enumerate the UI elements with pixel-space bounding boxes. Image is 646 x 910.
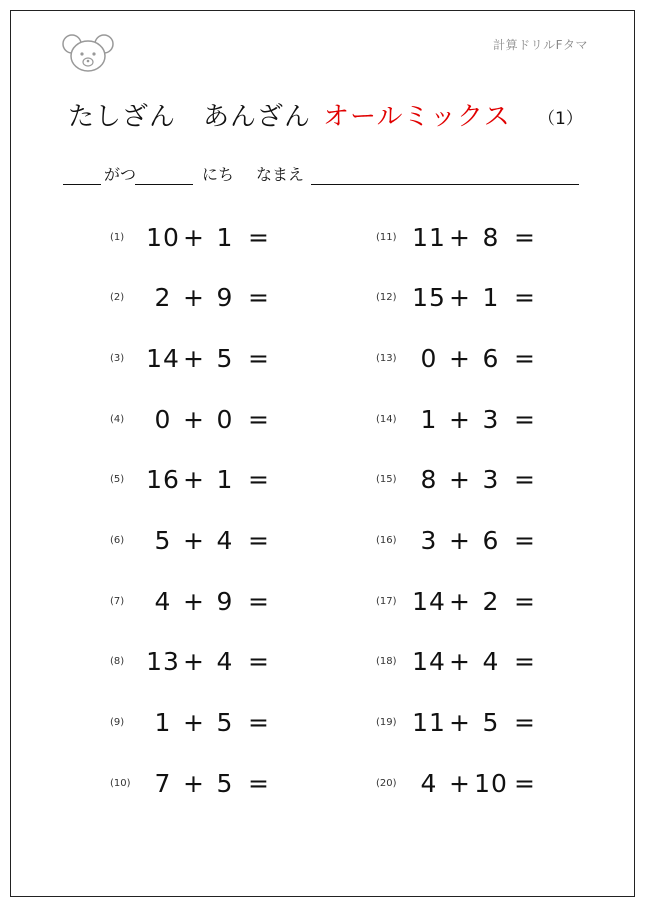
problem-number: (6): [110, 535, 125, 546]
first-operand: 1: [420, 404, 438, 434]
second-operand: 4: [216, 526, 234, 555]
second-operand: 3: [482, 404, 500, 434]
problem-item: [376, 524, 540, 558]
second-operand: 5: [216, 768, 234, 798]
problem-item: [376, 706, 540, 740]
second-operand: 5: [216, 343, 234, 373]
first-operand: 2: [154, 283, 172, 313]
title-accent: オールミックス: [323, 102, 511, 132]
problem-number: (17): [376, 595, 397, 607]
problem-item: [376, 463, 540, 497]
plus-sign: +: [449, 586, 471, 616]
second-operand: 2: [482, 586, 500, 616]
bear-logo-icon: [62, 32, 114, 74]
equals-sign: =: [514, 647, 536, 677]
page-border: [10, 10, 635, 897]
problem-expression: [410, 283, 540, 312]
problem-expression: [144, 344, 274, 373]
problem-item: [376, 645, 540, 679]
problem-number: (14): [376, 413, 397, 425]
equals-sign: =: [514, 586, 536, 616]
equals-sign: =: [514, 708, 536, 738]
first-operand: 1: [154, 708, 172, 738]
problem-expression: [144, 465, 274, 494]
problem-expression: [410, 223, 540, 252]
second-operand: 1: [216, 222, 234, 252]
problem-expression: [410, 587, 540, 616]
equals-sign: =: [514, 526, 536, 555]
problem-expression: [410, 708, 540, 737]
problem-item: [110, 463, 274, 497]
first-operand: 5: [154, 526, 172, 555]
plus-sign: +: [183, 586, 205, 616]
problem-number: (2): [110, 292, 125, 304]
problem-number: (12): [376, 292, 397, 304]
equals-sign: =: [514, 283, 536, 313]
problem-number: (7): [110, 595, 125, 607]
equals-sign: =: [514, 222, 536, 252]
plus-sign: +: [449, 465, 471, 495]
plus-sign: +: [183, 283, 205, 313]
first-operand: 0: [420, 343, 438, 373]
equals-sign: =: [248, 465, 270, 495]
first-operand: 7: [154, 768, 172, 798]
second-operand: 6: [482, 343, 500, 373]
problem-expression: [144, 283, 274, 312]
second-operand: 1: [482, 283, 500, 313]
problem-item: [376, 220, 540, 254]
equals-sign: =: [248, 768, 270, 798]
brand-label: 計算ドリルFタマ: [493, 38, 588, 52]
equals-sign: =: [248, 283, 270, 313]
problem-number: (9): [110, 717, 125, 729]
name-blank[interactable]: [311, 184, 579, 185]
problem-number: (15): [376, 474, 397, 486]
problem-number: (4): [110, 413, 125, 425]
problem-expression: [144, 526, 274, 555]
second-operand: 9: [216, 283, 234, 313]
first-operand: 14: [412, 586, 446, 616]
problem-expression: [144, 405, 274, 434]
second-operand: 4: [482, 647, 500, 677]
month-blank[interactable]: [63, 184, 101, 185]
equals-sign: =: [248, 708, 270, 738]
first-operand: 15: [412, 283, 446, 313]
equals-sign: =: [248, 222, 270, 252]
problem-item: [110, 402, 274, 436]
second-operand: 9: [216, 586, 234, 616]
first-operand: 16: [146, 465, 180, 495]
first-operand: 11: [412, 708, 446, 738]
problem-number: (3): [110, 352, 125, 364]
page-title: [68, 96, 511, 133]
equals-sign: =: [248, 526, 270, 555]
problem-number: (20): [376, 777, 397, 789]
problem-expression: [410, 769, 540, 798]
problem-number: (5): [110, 474, 125, 486]
plus-sign: +: [183, 343, 205, 373]
problem-item: [110, 281, 274, 315]
problem-number: (13): [376, 352, 397, 364]
plus-sign: +: [449, 647, 471, 677]
second-operand: 3: [482, 465, 500, 495]
second-operand: 4: [216, 647, 234, 677]
month-label: がつ: [104, 165, 137, 184]
problem-number: (11): [376, 231, 397, 243]
problem-item: [376, 341, 540, 375]
plus-sign: +: [449, 343, 471, 373]
first-operand: 14: [146, 343, 180, 373]
problem-expression: [410, 647, 540, 676]
problem-expression: [144, 587, 274, 616]
first-operand: 14: [412, 647, 446, 677]
problem-item: [376, 402, 540, 436]
day-label: にち: [202, 165, 235, 184]
problem-number: (18): [376, 656, 397, 668]
problem-item: [376, 584, 540, 618]
problem-number: (8): [110, 656, 125, 668]
first-operand: 11: [412, 222, 446, 252]
second-operand: 6: [482, 526, 500, 555]
equals-sign: =: [514, 343, 536, 373]
plus-sign: +: [183, 465, 205, 495]
problem-expression: [410, 405, 540, 434]
first-operand: 8: [420, 465, 438, 495]
problem-expression: [144, 223, 274, 252]
equals-sign: =: [248, 647, 270, 677]
first-operand: 10: [146, 222, 180, 252]
second-operand: 5: [482, 708, 500, 738]
problem-expression: [144, 647, 274, 676]
second-operand: 8: [482, 222, 500, 252]
name-label: なまえ: [256, 165, 305, 184]
equals-sign: =: [248, 343, 270, 373]
problem-item: [376, 766, 540, 800]
problem-number: (10): [110, 777, 131, 789]
second-operand: 1: [216, 465, 234, 495]
first-operand: 13: [146, 647, 180, 677]
problem-item: [110, 766, 274, 800]
sheet-number: （1）: [538, 109, 583, 129]
first-operand: 4: [420, 768, 438, 798]
problem-expression: [144, 708, 274, 737]
problem-item: [376, 281, 540, 315]
first-operand: 3: [420, 526, 438, 555]
problem-item: [110, 341, 274, 375]
student-info-row: [0, 160, 646, 190]
equals-sign: =: [248, 586, 270, 616]
second-operand: 10: [474, 768, 508, 798]
problem-item: [110, 584, 274, 618]
equals-sign: =: [514, 768, 536, 798]
title-main: たしざん あんざん: [68, 102, 312, 132]
first-operand: 0: [154, 404, 172, 434]
problem-expression: [410, 344, 540, 373]
problem-number: (16): [376, 535, 397, 546]
problem-item: [110, 645, 274, 679]
plus-sign: +: [449, 708, 471, 738]
plus-sign: +: [183, 708, 205, 738]
first-operand: 4: [154, 586, 172, 616]
plus-sign: +: [183, 404, 205, 434]
second-operand: 0: [216, 404, 234, 434]
problem-number: (19): [376, 717, 397, 729]
plus-sign: +: [183, 647, 205, 677]
plus-sign: +: [183, 526, 205, 555]
plus-sign: +: [183, 222, 205, 252]
plus-sign: +: [183, 768, 205, 798]
equals-sign: =: [514, 465, 536, 495]
problem-item: [110, 220, 274, 254]
equals-sign: =: [248, 404, 270, 434]
problem-item: [110, 524, 274, 558]
problem-expression: [144, 769, 274, 798]
problem-expression: [410, 526, 540, 555]
plus-sign: +: [449, 526, 471, 555]
problem-number: (1): [110, 231, 125, 243]
problem-item: [110, 706, 274, 740]
equals-sign: =: [514, 404, 536, 434]
plus-sign: +: [449, 404, 471, 434]
second-operand: 5: [216, 708, 234, 738]
problem-expression: [410, 465, 540, 494]
day-blank[interactable]: [135, 184, 193, 185]
plus-sign: +: [449, 283, 471, 313]
plus-sign: +: [449, 768, 471, 798]
plus-sign: +: [449, 222, 471, 252]
